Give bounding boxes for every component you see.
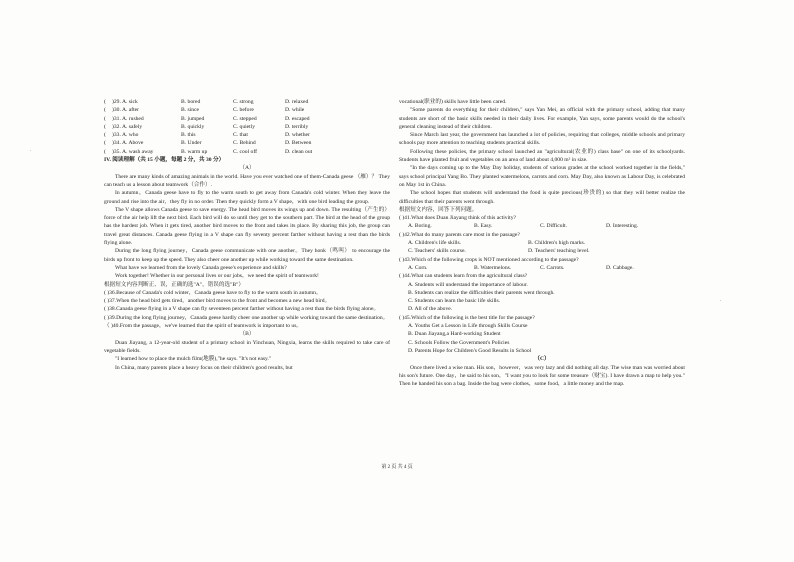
option-d: D. clean out (285, 148, 313, 155)
passage-b-instruction: 根据短文内容，回答下列问题。 (399, 206, 478, 213)
passage-b-continuation: vocational(职业的) skills have little been cared. (399, 99, 507, 105)
cloze-option-row (104, 98, 390, 106)
scan-speck (720, 300, 721, 301)
option-a: )29. A. sick (112, 99, 138, 105)
cloze-option-row (104, 131, 390, 139)
option-d: D. whether (285, 132, 310, 139)
option-a: )30. A. after (112, 107, 140, 114)
question-45: ( )45.Which of the following is the best title for the passage? (399, 314, 535, 321)
passage-b-paragraph: In China, many parents place a heavy focus on their children's good results, but (115, 364, 293, 371)
right-column (399, 98, 685, 388)
option-a: A. Children's life skills. (408, 240, 462, 247)
passage-a-paragraph: Work together! Whether in our personal lives or our jobs，we need the spirit of teamwork! (115, 273, 319, 280)
option-d: D. Between (285, 140, 312, 147)
question-41: ( )41.What does Duan Jiayang think of this activity? (399, 215, 516, 222)
answer-bracket: ( (104, 115, 106, 122)
passage-a-paragraph: The V shape allows Canada geese to save energy. The head bird moves its wings up and down. The resulting（产生的） force of the air help lift the next bird. Each bird will do so until they get to the southern part. The bird at the head of the group has the hardest job. When it gets tired, another bird moves to the front and takes its place. By sharing this job, the group can travel great distances. Canada geese flying in a V shape can fly seventy percent farther without having a rest than the birds flying alone. (104, 206, 390, 247)
option-c: C. Schools Follow the Government's Policies (408, 339, 510, 346)
passage-b-paragraph: Duan Jiayang, a 12-year-old student of a primary school in Yinchuan, Ningxia, learns the skills required to take care of vegetable fields. (104, 339, 390, 354)
option-b: B. bored (181, 99, 201, 105)
option-d: D. escaped (285, 115, 310, 122)
answer-bracket: ( (104, 140, 106, 147)
scan-speck (30, 150, 31, 151)
option-c: C. cool off (233, 148, 257, 155)
option-d: D. Teachers' teaching level. (528, 248, 590, 255)
option-d: D. All of the above. (408, 306, 453, 313)
question-40: （ )40.From the passage，we've learned that the spirit of teamwork is important to us。 (104, 323, 302, 330)
question-42-options-row2 (399, 247, 685, 255)
option-b: B. Easy. (474, 223, 493, 230)
answer-bracket: ( (104, 148, 106, 155)
answer-bracket: ( (104, 107, 106, 114)
option-a: A. Students will understand the importance of labour. (408, 281, 528, 288)
passage-c-paragraph: Once there lived a wise man. His son，however，was very lazy and did nothing all day. The wise man was worried about his son's future. One day，he said to his son，"I want you to look for some treasure（财宝). I have drawn a map to help you." Then he handed his son a bag. Inside the bag were clothes，some food，a little money and the map. (399, 364, 685, 388)
option-d: D. terribly (285, 123, 309, 130)
left-column (104, 98, 390, 372)
option-a: A. Boring. (408, 223, 432, 230)
option-c: C. Students can learn the basic life skills. (408, 298, 501, 305)
question-36: ( )36.Because of Canada's cold winter，Canada geese have to fly to the warm south in autumn。 (104, 289, 322, 296)
option-c: C. Behind (233, 140, 256, 147)
section-4-title: IV. 阅读理解（共 15 小题，每题 2 分，共 30 分） (104, 157, 225, 164)
answer-bracket: ( (104, 123, 106, 130)
option-a: )35. A. wash away (112, 148, 154, 155)
option-d: D. relaxed (285, 99, 309, 105)
cloze-option-row (104, 115, 390, 123)
question-37: ( )37.When the head bird gets tired，another bird moves to the front and becomes a new head bird。 (104, 298, 331, 305)
answer-bracket: ( (104, 132, 106, 139)
question-41-options (399, 222, 685, 230)
question-42-options-row1 (399, 239, 685, 247)
option-a: )32. A. safely (112, 123, 143, 130)
option-d: D. Parents Hope for Children's Good Results in School (408, 347, 532, 354)
option-b: B. jumped (181, 115, 205, 122)
cloze-options (104, 98, 390, 156)
option-c: C. quietly (233, 123, 256, 130)
option-b: B. Watermelons. (474, 264, 512, 271)
option-c: C. strong (233, 99, 254, 105)
question-39: ( )39.During the long flying journey，Canada geese hardly cheer one another up while working toward the same destination。 (104, 314, 389, 321)
passage-b-paragraph: "I learned how to place the mulch film(地膜),"he says. "It's not easy." (115, 356, 272, 363)
passage-b-paragraph: The school hopes that students will understand the food is quite precious(珍贵的) so that they will better realize the difficulties that their parents went through. (399, 190, 685, 205)
page-footer: 第 2 页 共 4 页 (381, 465, 413, 470)
cloze-option-row (104, 106, 390, 114)
passage-b-paragraph: Since March last year, the government has launched a lot of policies, requiring that colleges, middle schools and primary schools pay more attention to teaching students practical skills. (399, 132, 685, 147)
option-a: A. Youths Get a Lesson in Life through Skills Course (408, 323, 528, 330)
option-a: )34. A. Above (112, 140, 144, 147)
passage-c-label: （C） (534, 356, 550, 363)
option-d: D. while (285, 107, 305, 114)
passage-a-paragraph: In autumn，Canada geese have to fly to the warm south to get away from Canada's cold winter. When they leave the ground and rise into the air，they fly in no order. Then they quickly form a V shape，with one bird leading the group. (104, 190, 390, 205)
passage-a-instruction: 根据短文内容判断正、误，正确的选"A"，错误的选"B"） (104, 281, 244, 288)
cloze-option-row (104, 139, 390, 147)
option-a: )33. A. who (112, 132, 139, 139)
option-b: B. Duan Jiayang,a Hard-working Student (408, 331, 501, 338)
passage-a-label: （A） (239, 165, 255, 172)
cloze-option-row (104, 148, 390, 156)
question-43: ( )43.Which of the following crops is NOT mentioned according to the passage? (399, 256, 579, 263)
passage-a-paragraph: What have we learned from the lovely Canada geese's experience and skills? (115, 264, 287, 271)
option-b: B. since (181, 107, 200, 114)
passage-b-paragraph: "In the days coming up to the May Day holiday, students of various grades at the school worked together in the fields," says school principal Yang Bo. They planted watermelons, carrots and corn. May Day, also known as Labour Day, is celebrated on May 1st in China. (399, 165, 685, 188)
cloze-option-row (104, 123, 390, 131)
passage-b-paragraph: Following these policies, the primary school launched an "agricultural(农业的) class base" on one of its schoolyards. Students have planted fruit and vegetables on an area of land about 4,000 m² in size. (399, 148, 685, 164)
option-b: B. quickly (181, 123, 205, 130)
question-42: ( )42.What do many parents care most in the passage? (399, 231, 520, 238)
option-a: A. Corn. (408, 264, 428, 271)
passage-b-paragraph: "Some parents do everything for their children," says Yan Mei, an official with the primary school, adding that many students are short of the basic skills needed in their daily lives. For example, Yan says, some parents would do the school's general cleaning instead of their children. (399, 107, 685, 130)
option-c: C. Teachers' skills course. (408, 248, 466, 255)
option-d: D. Interesting. (606, 223, 639, 230)
question-44: ( )44.What can students learn from the agricultural class? (399, 273, 528, 280)
option-c: C. stepped (233, 115, 257, 122)
question-43-options (399, 264, 685, 272)
option-c: C. before (233, 107, 254, 114)
answer-bracket: ( (104, 99, 106, 105)
option-c: C. that (233, 132, 248, 139)
option-b: B. this (181, 132, 196, 139)
option-c: C. Difficult. (540, 223, 568, 230)
option-b: B. Under (181, 140, 202, 147)
passage-a-paragraph: During the long flying journey，Canada geese communicate with one another。They honk（鸣叫） to encourage the birds up front to keep up the speed. They also cheer one another up while working toward the same destination. (104, 248, 390, 263)
passage-a-paragraph: There are many kinds of amazing animals in the world. Have you ever watched one of them-Canada geese （雁）？ They can teach us a lesson about teamwork（合作）. (104, 173, 390, 188)
option-c: C. Carrots. (540, 264, 565, 271)
passage-b-label: （B） (239, 331, 255, 338)
question-38: ( )38.Canada geese flying in a V shape can fly seventeen percent farther without having a rest than the birds flying alone。 (104, 306, 380, 313)
option-b: B. warm up (181, 148, 208, 155)
option-a: )31. A. rushed (112, 115, 144, 122)
option-d: D. Cabbage. (606, 264, 634, 271)
option-b: B. Children's high marks. (528, 240, 586, 247)
option-b: B. Students can realize the difficulties their parents went through. (408, 289, 555, 296)
